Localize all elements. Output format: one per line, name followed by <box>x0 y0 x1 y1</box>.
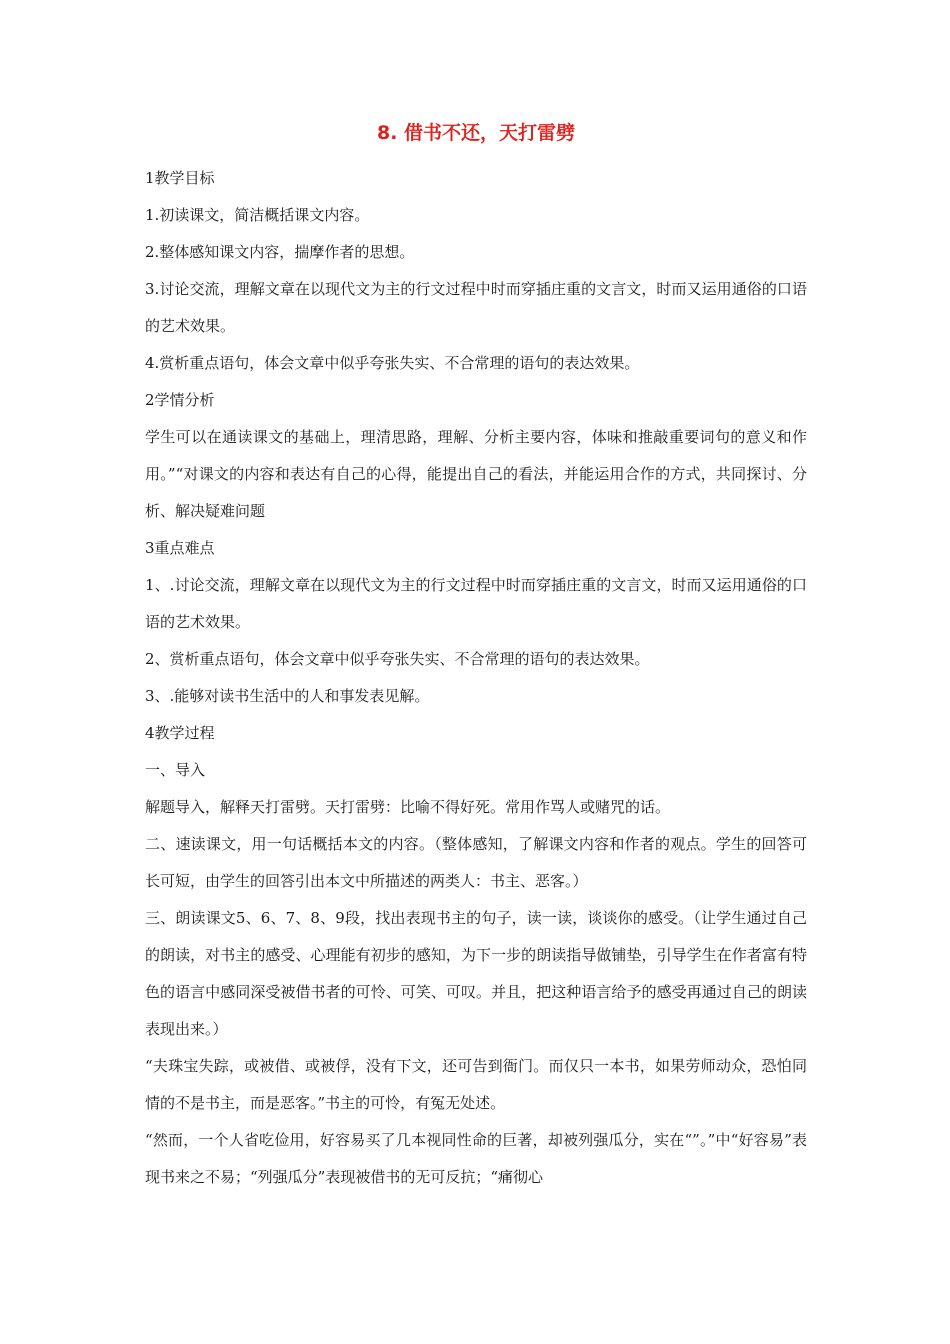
objective-item: 2.整体感知课文内容，揣摩作者的思想。 <box>145 243 415 261</box>
objective-item: 1.初读课文，简洁概括课文内容。 <box>145 206 370 224</box>
document-page <box>145 120 807 1196</box>
objective-item: 3.讨论交流，理解文章在以现代文为主的行文过程中时而穿插庄重的文言文，时而又运用通俗的口语的艺术效果。 <box>145 280 807 335</box>
objective-item: 4.赏析重点语句，体会文章中似乎夸张失实、不合常理的语句的表达效果。 <box>145 354 640 372</box>
section-heading-analysis: 2学情分析 <box>145 391 215 409</box>
key-point-item: 3、.能够对读书生活中的人和事发表见解。 <box>145 687 430 705</box>
process-paragraph: 三、朗读课文5、6、7、8、9段，找出表现书主的句子，读一读，谈谈你的感受。（让学生通过自己的朗读，对书主的感受、心理能有初步的感知，为下一步的朗读指导做铺垫，引导学生在作者富有特色的语言中感同深受被借书者的可怜、可笑、可叹。并且，把这种语言给予的感受再通过自己的朗读表现出来。） <box>145 909 807 1038</box>
analysis-paragraph: 学生可以在通读课文的基础上，理清思路，理解、分析主要内容，体味和推敲重要词句的意义和作用。”“对课文的内容和表达有自己的心得，能提出自己的看法，并能运用合作的方式，共同探讨、分析、解决疑难问题 <box>145 428 807 520</box>
section-heading-key-points: 3重点难点 <box>145 539 215 557</box>
process-paragraph: 二、速读课文，用一句话概括本文的内容。（整体感知，了解课文内容和作者的观点。学生的回答可长可短，由学生的回答引出本文中所描述的两类人：书主、恶客。） <box>145 835 807 890</box>
quote-paragraph: “然而，一个人省吃俭用，好容易买了几本视同性命的巨著，却被列强瓜分，实在“”。”中“好容易”表现书来之不易；“列强瓜分”表现被借书的无可反抗；“痛彻心 <box>145 1131 807 1186</box>
key-point-item: 1、.讨论交流，理解文章在以现代文为主的行文过程中时而穿插庄重的文言文，时而又运用通俗的口语的艺术效果。 <box>145 576 807 631</box>
process-step-heading: 一、导入 <box>145 761 206 779</box>
key-point-item: 2、赏析重点语句，体会文章中似乎夸张失实、不合常理的语句的表达效果。 <box>145 650 650 668</box>
quote-paragraph: “夫珠宝失踪，或被借、或被俘，没有下文，还可告到衙门。而仅只一本书，如果劳师动众，恐怕同情的不是书主，而是恶客。”书主的可怜，有冤无处述。 <box>145 1057 807 1112</box>
process-paragraph: 解题导入，解释天打雷劈。天打雷劈：比喻不得好死。常用作骂人或赌咒的话。 <box>145 798 671 816</box>
section-heading-process: 4教学过程 <box>145 724 215 742</box>
section-heading-objectives: 1教学目标 <box>145 169 215 187</box>
document-title: 8. 借书不还，天打雷劈 <box>376 122 576 144</box>
